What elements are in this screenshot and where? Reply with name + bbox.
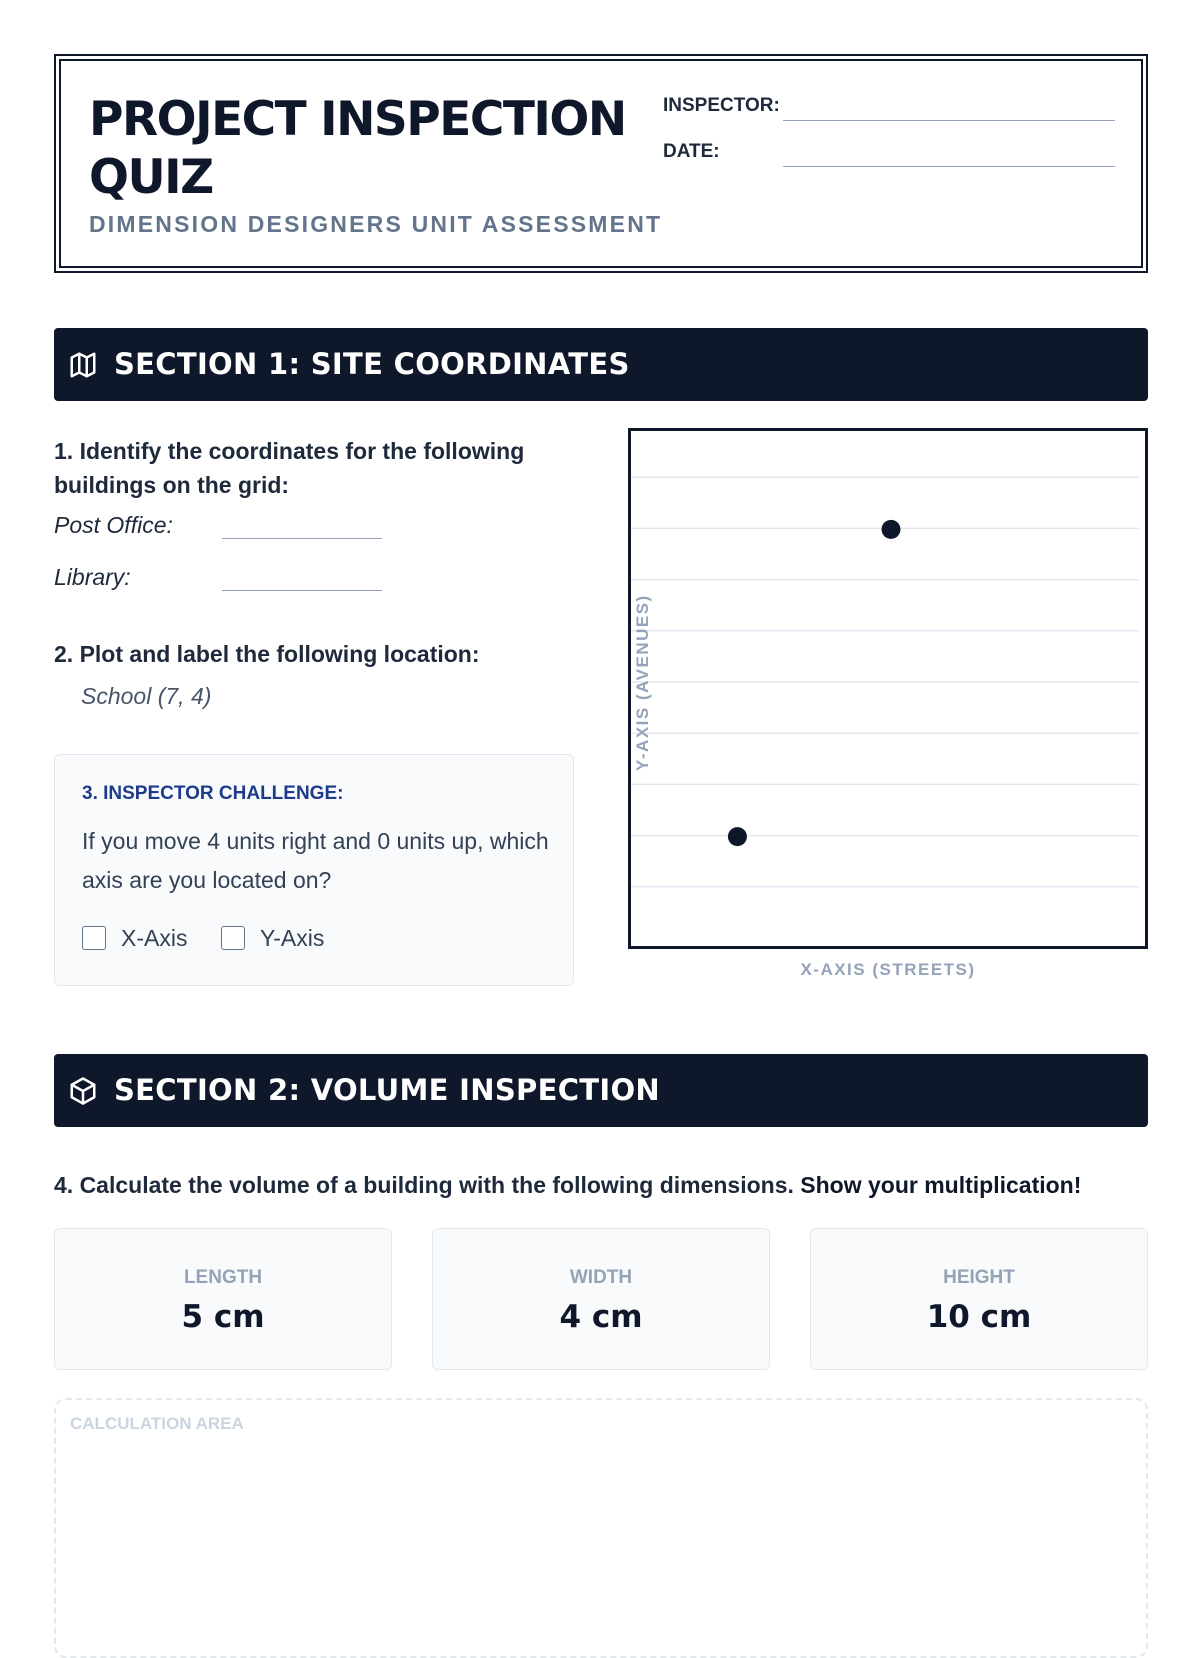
section-2-header <box>54 1054 1148 1127</box>
y-axis-option-label: Y-Axis <box>260 925 325 951</box>
question-2-text: 2. Plot and label the following location: <box>54 641 480 667</box>
plotted-point-2 <box>728 827 747 846</box>
inspector-field[interactable] <box>663 91 1123 121</box>
dimension-card-height <box>810 1228 1148 1370</box>
dimension-label: WIDTH <box>569 1267 633 1288</box>
date-input-line[interactable] <box>783 166 1115 167</box>
y-axis-checkbox[interactable] <box>221 926 245 950</box>
inspector-challenge-box <box>54 754 574 986</box>
question-4-emphasis: Show your multiplication! <box>800 1172 1082 1198</box>
plotted-point-1 <box>882 520 901 539</box>
dimension-value: 5 cm <box>181 1299 265 1335</box>
dimension-label: LENGTH <box>183 1267 263 1288</box>
section-1-header <box>54 328 1148 401</box>
challenge-question: If you move 4 units right and 0 units up, which axis are you located on? <box>82 828 549 893</box>
map-icon <box>68 350 98 380</box>
inspector-label: INSPECTOR: <box>663 95 780 116</box>
header-box <box>54 54 1148 273</box>
question-4-prompt: 4. Calculate the volume of a building with the following dimensions. <box>54 1172 794 1198</box>
x-axis-option-label: X-Axis <box>121 925 188 951</box>
calculation-area[interactable] <box>54 1398 1148 1658</box>
header-inner <box>59 59 1143 268</box>
section-2-title: SECTION 2: VOLUME INSPECTION <box>114 1073 660 1107</box>
coordinate-grid[interactable] <box>628 428 1148 949</box>
page-subtitle: DIMENSION DESIGNERS UNIT ASSESSMENT <box>89 211 663 237</box>
page-title: PROJECT INSPECTION QUIZ <box>89 92 626 205</box>
cube-icon <box>68 1076 98 1106</box>
date-field[interactable] <box>663 137 1123 167</box>
school-location-text: School (7, 4) <box>81 683 212 709</box>
dimension-value: 10 cm <box>926 1299 1032 1335</box>
dimension-card-width <box>432 1228 770 1370</box>
library-answer-line[interactable] <box>222 590 382 591</box>
y-axis-label: Y-AXIS (AVENUES) <box>633 594 652 771</box>
question-1-text: 1. Identify the coordinates for the following buildings on the grid: <box>54 438 525 498</box>
dimension-value: 4 cm <box>559 1299 643 1335</box>
inspector-input-line[interactable] <box>783 120 1115 121</box>
calculation-area-label: CALCULATION AREA <box>70 1414 244 1433</box>
date-label: DATE: <box>663 141 720 162</box>
question-4-text <box>54 1168 1148 1202</box>
x-axis-checkbox[interactable] <box>82 926 106 950</box>
section-1-title: SECTION 1: SITE COORDINATES <box>114 347 630 381</box>
dimension-label: HEIGHT <box>943 1267 1015 1288</box>
x-axis-label: X-AXIS (STREETS) <box>800 960 976 979</box>
post-office-answer-line[interactable] <box>222 538 382 539</box>
library-label: Library: <box>54 564 131 590</box>
dimension-card-length <box>54 1228 392 1370</box>
post-office-label: Post Office: <box>54 512 173 538</box>
grid-canvas <box>631 431 1145 946</box>
challenge-title: 3. INSPECTOR CHALLENGE: <box>82 783 344 804</box>
